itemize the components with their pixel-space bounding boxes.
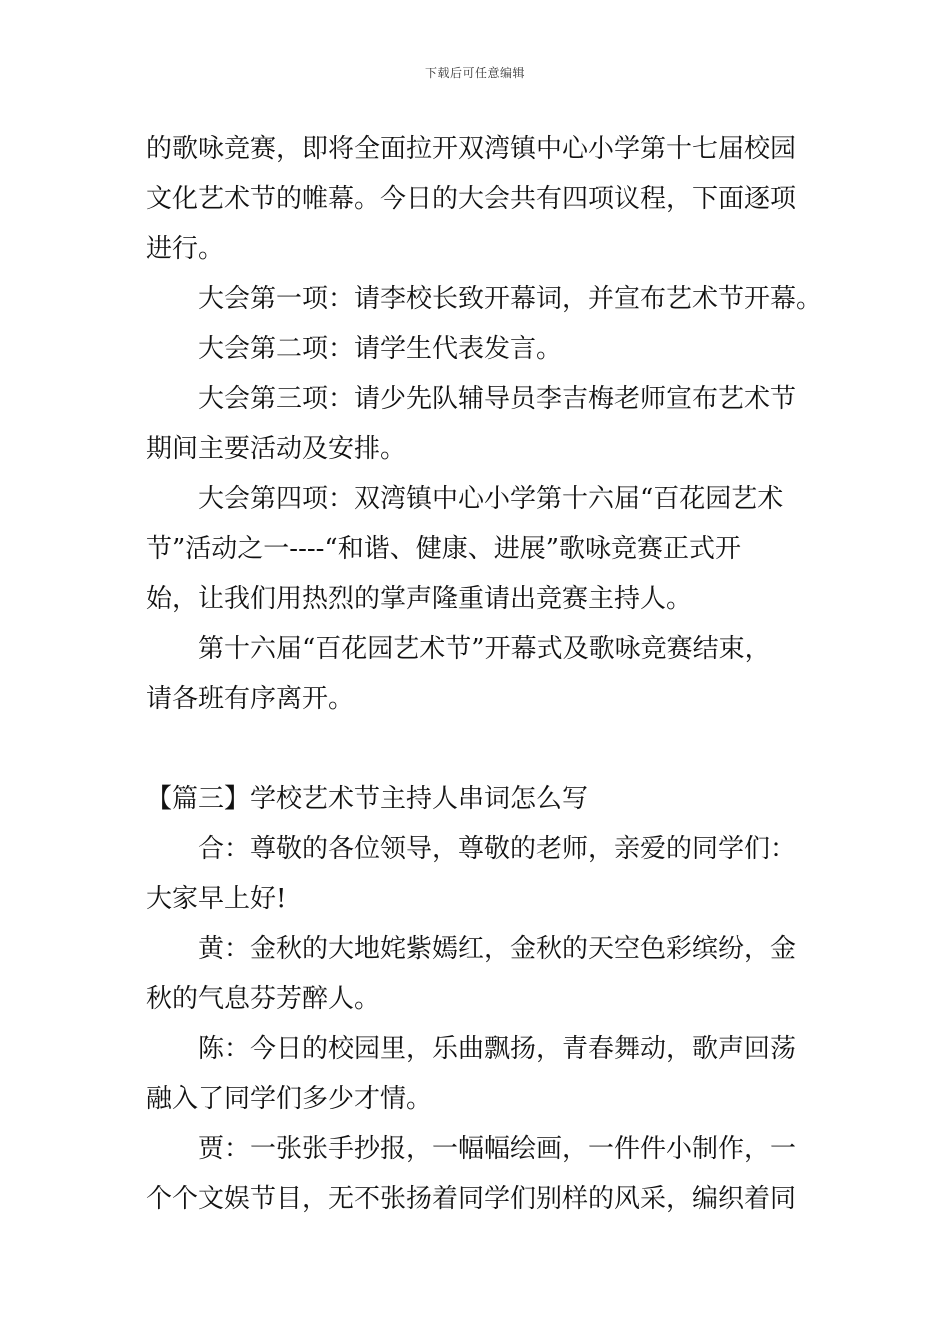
- section-heading: 【篇三】学校艺术节主持人串词怎么写: [146, 784, 589, 814]
- host-line-jia: 贾：一张张手抄报，一幅幅绘画，一件件小制作，一: [198, 1134, 797, 1164]
- text-line: 节”活动之一----“和谐、健康、进展”歌咏竞赛正式开: [146, 534, 742, 564]
- closing-paragraph: 第十六届“百花园艺术节”开幕式及歌咏竞赛结束，: [198, 634, 771, 664]
- host-line-huang: 黄：金秋的大地姹紫嫣红，金秋的天空色彩缤纷，金: [198, 934, 797, 964]
- text-line: 大家早上好!: [146, 884, 287, 914]
- agenda-item-4: 大会第四项：双湾镇中心小学第十六届“百花园艺术: [198, 484, 784, 514]
- text-line: 请各班有序离开。: [146, 684, 355, 714]
- text-line: 文化艺术节的帷幕。今日的大会共有四项议程，下面逐项: [146, 184, 797, 214]
- text-line: 的歌咏竞赛，即将全面拉开双湾镇中心小学第十七届校园: [146, 134, 797, 164]
- text-line: 进行。: [146, 234, 225, 264]
- section-gap: [146, 724, 810, 774]
- page-header: 下载后可任意编辑: [424, 66, 525, 80]
- text-line: 始，让我们用热烈的掌声隆重请出竞赛主持人。: [146, 584, 693, 614]
- host-line-he: 合：尊敬的各位领导，尊敬的老师，亲爱的同学们：: [198, 834, 797, 864]
- text-line: 秋的气息芬芳醉人。: [146, 984, 381, 1014]
- text-line: 期间主要活动及安排。: [146, 434, 407, 464]
- text-line: 个个文娱节目，无不张扬着同学们别样的风采，编织着同: [146, 1184, 797, 1214]
- agenda-item-1: 大会第一项：请李校长致开幕词，并宣布艺术节开幕。: [198, 284, 823, 314]
- text-line: 融入了同学们多少才情。: [146, 1084, 433, 1114]
- document-body: [146, 124, 823, 1224]
- agenda-item-3: 大会第三项：请少先队辅导员李吉梅老师宣布艺术节: [198, 384, 797, 414]
- host-line-chen: 陈：今日的校园里，乐曲飘扬，青春舞动，歌声回荡: [198, 1034, 797, 1064]
- agenda-item-2: 大会第二项：请学生代表发言。: [198, 334, 563, 364]
